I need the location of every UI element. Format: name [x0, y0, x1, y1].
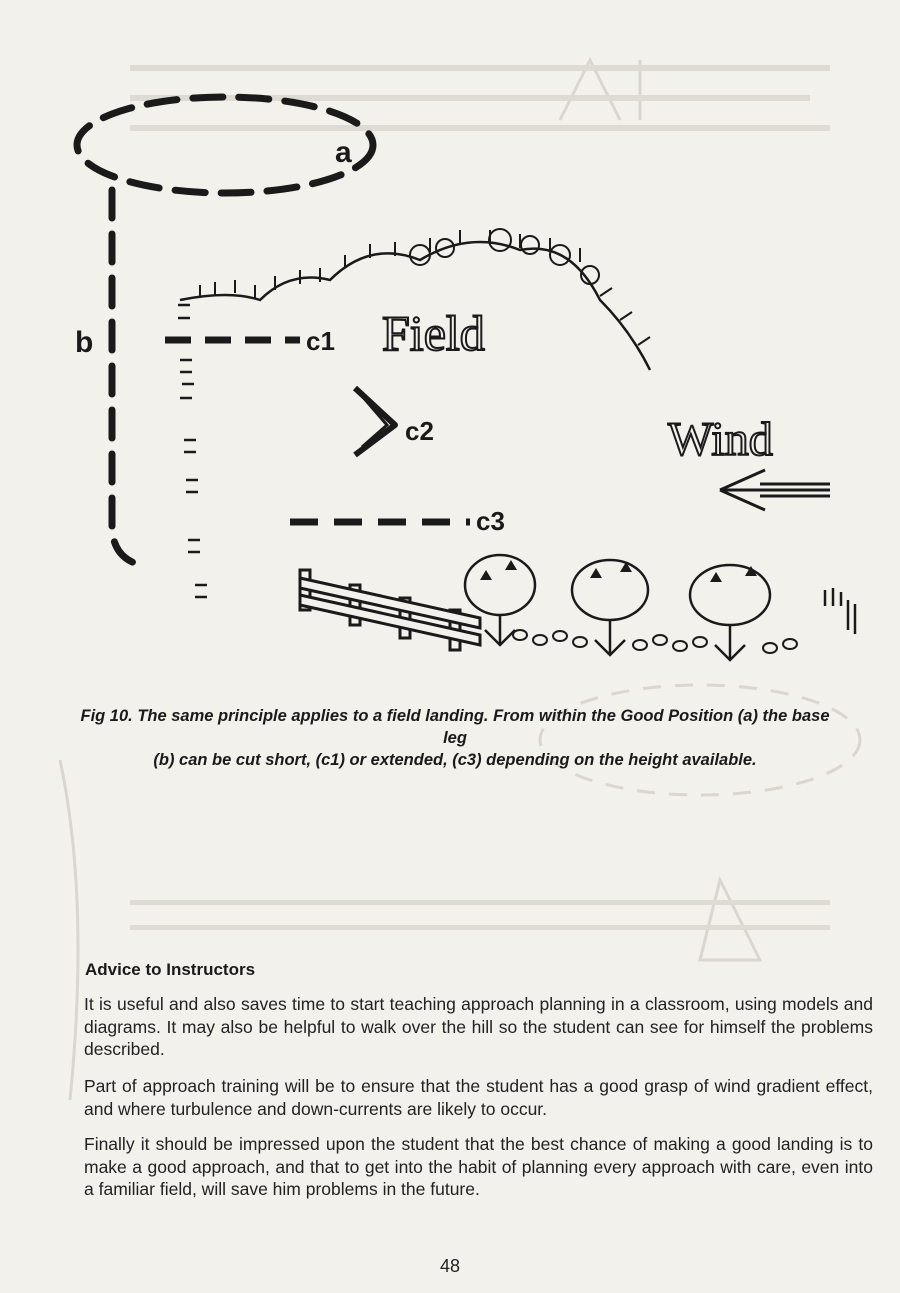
- good-position-oval: [77, 97, 373, 193]
- fence: [300, 570, 480, 650]
- field-word: Field: [382, 305, 485, 361]
- trees: [465, 555, 770, 660]
- caption-line-1: Fig 10. The same principle applies to a field landing. From within the Good Position (a) the base leg: [80, 707, 830, 747]
- page-number: 48: [439, 1256, 461, 1276]
- advice-paragraph-2: Part of approach training will be to ensure that the student has a good grasp of wind gradient effect, and where turbulence and down-currents are likely to occur.: [84, 1076, 873, 1119]
- advice-heading: Advice to Instructors: [85, 960, 256, 979]
- base-leg-path: [112, 190, 145, 566]
- caption-line-2: (b) can be cut short, (c1) or extended, (c3) depending on the height available.: [153, 751, 757, 769]
- label-c3: c3: [476, 506, 505, 536]
- label-b: b: [75, 326, 94, 359]
- label-c2: c2: [405, 416, 434, 446]
- wind-word: Wind: [668, 413, 773, 466]
- c2-arrow: [355, 388, 395, 455]
- advice-paragraph-1: It is useful and also saves time to start teaching approach planning in a classroom, using models and diagrams. It may also be helpful to walk over the hill so the student can see for himself the problems described.: [84, 994, 873, 1059]
- advice-paragraph-3: Finally it should be impressed upon the student that the best chance of making a good landing is to make a good approach, and that to get into the habit of planning every approach with care, even into a familiar field, will save him problems in the future.: [84, 1134, 873, 1199]
- wind-arrow: [720, 470, 830, 510]
- label-c1: c1: [306, 326, 335, 356]
- label-a: a: [335, 136, 352, 169]
- figure-caption: [70, 705, 840, 771]
